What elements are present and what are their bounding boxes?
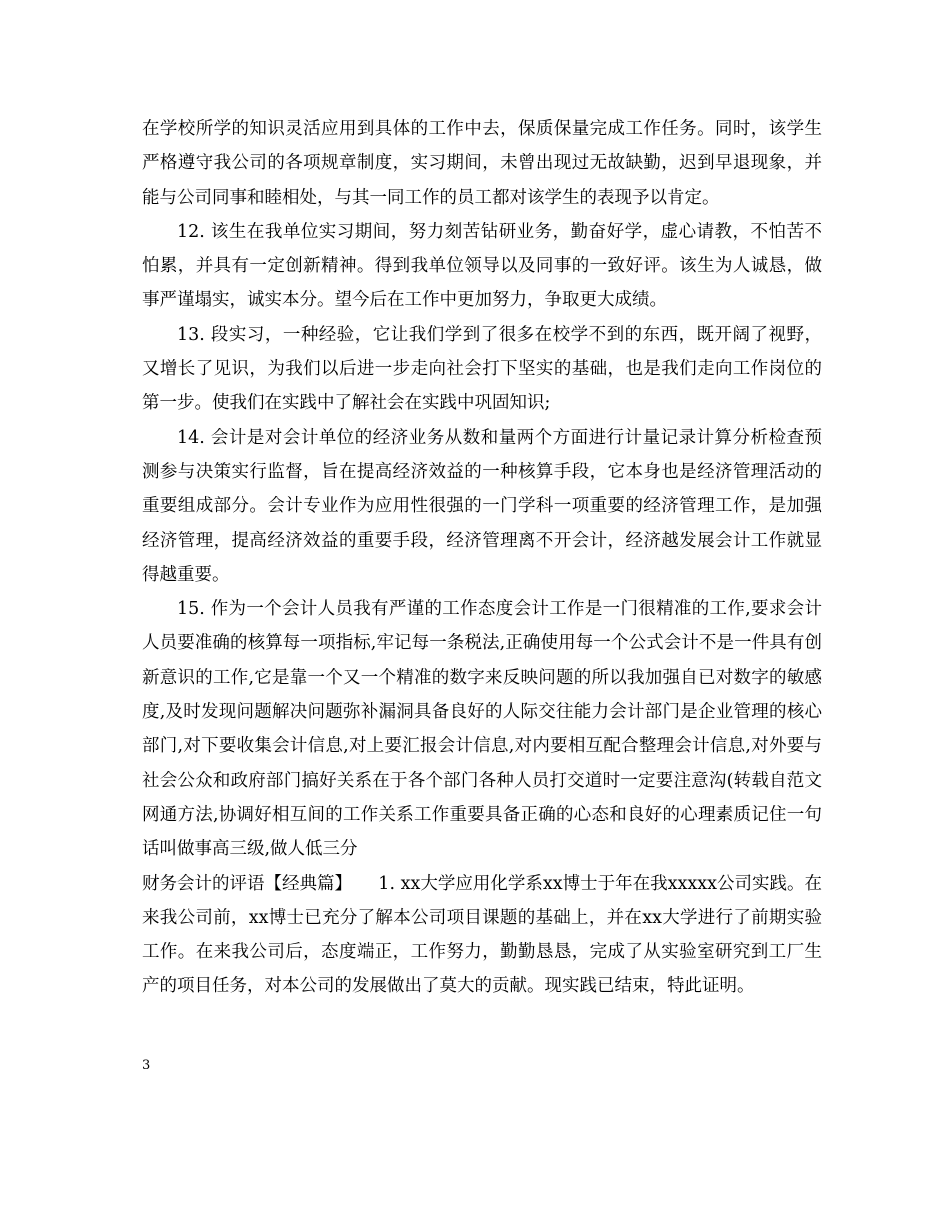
paragraph-item-12: 12. 该生在我单位实习期间，努力刻苦钻研业务，勤奋好学，虚心请教，不怕苦不怕累，并具有一定创新精神。得到我单位领导以及同事的一致好评。该生为人诚恳，做事严谨塌实，诚实本分。望今后在工作中更加努力，争取更大成绩。 [142,221,822,311]
paragraph-continuation: 在学校所学的知识灵活应用到具体的工作中去，保质保量完成工作任务。同时，该学生严格遵守我公司的各项规章制度，实习期间，未曾出现过无故缺勤，迟到早退现象，并能与公司同事和睦相处，与其一同工作的员工都对该学生的表现予以肯定。 [142,119,822,208]
page-number: 3 [142,1058,151,1073]
document-body [142,112,822,1004]
paragraph-classic-section: 财务会计的评语【经典篇】 1. xx大学应用化学系xx博士于年在我xxxxx公司实践。在来我公司前，xx博士已充分了解本公司项目课题的基础上，并在xx大学进行了前期实验工作。在来我公司后，态度端正，工作努力，勤勤恳恳，完成了从实验室研究到工厂生产的项目任务，对本公司的发展做出了莫大的贡献。现实践已结束，特此证明。 [142,873,822,997]
paragraph-item-15: 15. 作为一个会计人员我有严谨的工作态度会计工作是一门很精准的工作,要求会计人员要准确的核算每一项指标,牢记每一条税法,正确使用每一个公式会计不是一件具有创新意识的工作,它是靠一个又一个精准的数字来反映问题的所以我加强自已对数字的敏感度,及时发现问题解决问题弥补漏洞具备良好的人际交往能力会计部门是企业管理的核心部门,对下要收集会计信息,对上要汇报会计信息,对内要相互配合整理会计信息,对外要与社会公众和政府部门搞好关系在于各个部门各种人员打交道时一定要注意沟(转载自范文网通方法,协调好相互间的工作关系工作重要具备正确的心态和良好的心理素质记住一句话叫做事高三级,做人低三分 [142,599,822,860]
paragraph-item-14: 14. 会计是对会计单位的经济业务从数和量两个方面进行计量记录计算分析检查预测参与决策实行监督，旨在提高经济效益的一种核算手段，它本身也是经济管理活动的重要组成部分。会计专业作为应用性很强的一门学科一项重要的经济管理工作，是加强经济管理，提高经济效益的重要手段，经济管理离不开会计，经济越发展会计工作就显得越重要。 [142,427,822,585]
paragraph-item-13: 13. 段实习，一种经验，它让我们学到了很多在校学不到的东西，既开阔了视野，又增长了见识，为我们以后进一步走向社会打下坚实的基础，也是我们走向工作岗位的第一步。使我们在实践中了解社会在实践中巩固知识; [142,324,822,414]
